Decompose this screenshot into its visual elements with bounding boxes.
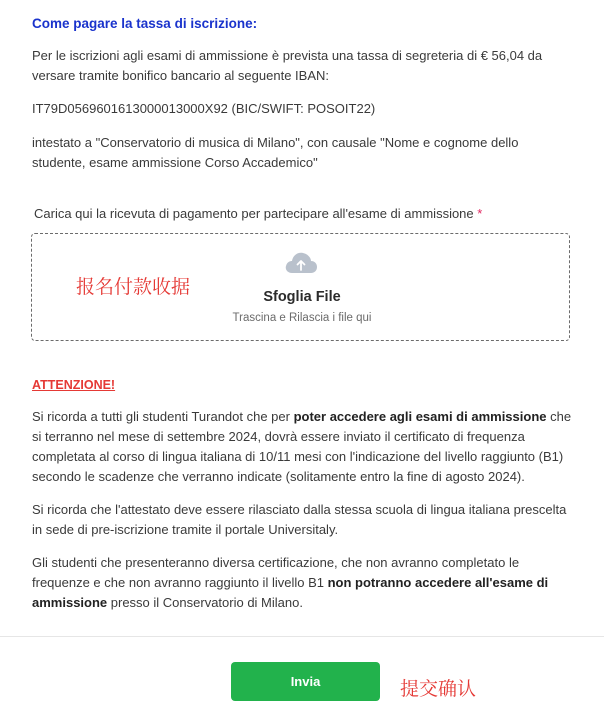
submit-button[interactable]: Invia [231,662,380,701]
required-mark: * [477,206,483,221]
upload-annotation: 报名付款收据 [76,276,191,298]
upload-label-text: Carica qui la ricevuta di pagamento per partecipare all'esame di ammissione [34,206,474,221]
submit-annotation: 提交确认 [400,678,477,700]
attention-heading: ATTENZIONE! [32,378,116,392]
iban-text: IT79D0569601613000013000X92 (BIC/SWIFT: POSOIT22) [32,101,376,116]
drop-hint: Trascina e Rilascia i file qui [232,312,372,324]
upload-label [34,206,482,221]
payment-title: Come pagare la tassa di iscrizione: [32,16,258,31]
attention-paragraph-1: Si ricorda a tutti gli studenti Turandot che per poter accedere agli esami di ammissione che si terranno nel mese di settembre 2024, dovrà essere inviato il certificato di frequenza completata al corso di lingua italiana di 10/11 mesi con l'indicazione del livello raggiunto (B1) secondo le scadenze che verranno indicate (solitamente entro la fine di agosto 2024). [32,409,572,484]
payment-instructions: Per le iscrizioni agli esami di ammissione è prevista una tassa di segreteria di € 56,04 da versare tramite bonifico bancario al seguente IBAN: [32,48,543,83]
browse-files-button[interactable]: Sfoglia File [263,289,341,305]
cloud-upload-icon [284,249,318,275]
attention-paragraph-2: Si ricorda che l'attestato deve essere rilasciato dalla stessa scuola di lingua italiana prescelta in sede di pre-iscrizione tramite il portale Universitaly. [32,502,567,537]
footer-divider [0,636,604,637]
payment-recipient: intestato a "Conservatorio di musica di Milano", con causale "Nome e cognome dello studente, esame ammissione Corso Accademico" [32,135,519,170]
attention-paragraph-3: Gli studenti che presenteranno diversa certificazione, che non avranno completato le frequenze e che non avranno raggiunto il livello B1 non potranno accedere all'esame di ammissione presso il Conservatorio di Milano. [32,555,549,610]
